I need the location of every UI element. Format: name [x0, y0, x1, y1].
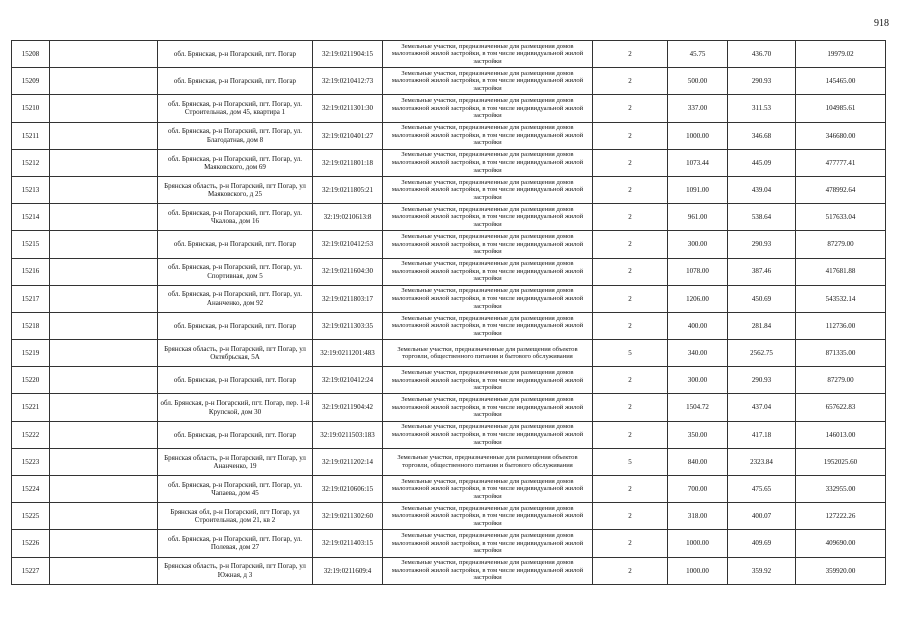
group-cell: 2 [593, 421, 668, 448]
empty-cell [50, 557, 158, 584]
cadastral-value-cell: 112736.00 [796, 312, 886, 339]
land-use-cell: Земельные участки, предназначенные для размещения домов малоэтажной жилой застройки, в том числе индивидуальной жилой застройки [383, 149, 593, 176]
group-cell: 2 [593, 394, 668, 421]
empty-cell [50, 68, 158, 95]
cadastral-value-cell: 87279.00 [796, 231, 886, 258]
cadastral-value-cell: 359920.00 [796, 557, 886, 584]
address-cell: обл. Брянская, р-н Погарский, пгт. Погар, ул. Спортивная, дом 5 [158, 258, 313, 285]
area-cell: 340.00 [668, 340, 728, 367]
specific-value-cell: 359.92 [728, 557, 796, 584]
specific-value-cell: 2562.75 [728, 340, 796, 367]
empty-cell [50, 122, 158, 149]
land-use-cell: Земельные участки, предназначенные для размещения домов малоэтажной жилой застройки, в том числе индивидуальной жилой застройки [383, 312, 593, 339]
row-number: 15219 [12, 340, 50, 367]
row-number: 15211 [12, 122, 50, 149]
land-use-cell: Земельные участки, предназначенные для размещения домов малоэтажной жилой застройки, в том числе индивидуальной жилой застройки [383, 204, 593, 231]
specific-value-cell: 400.07 [728, 503, 796, 530]
cadastral-number-cell: 32:19:0211503:183 [313, 421, 383, 448]
specific-value-cell: 445.09 [728, 149, 796, 176]
area-cell: 840.00 [668, 448, 728, 475]
empty-cell [50, 476, 158, 503]
address-cell: обл. Брянская, р-н Погарский, пгт. Погар, ул. Ананченко, дом 92 [158, 285, 313, 312]
land-use-cell: Земельные участки, предназначенные для размещения домов малоэтажной жилой застройки, в том числе индивидуальной жилой застройки [383, 231, 593, 258]
cadastral-number-cell: 32:19:0210401:27 [313, 122, 383, 149]
table-row [12, 149, 886, 176]
area-cell: 1073.44 [668, 149, 728, 176]
cadastral-number-cell: 32:19:0211904:42 [313, 394, 383, 421]
empty-cell [50, 340, 158, 367]
specific-value-cell: 290.93 [728, 367, 796, 394]
specific-value-cell: 439.04 [728, 176, 796, 203]
table-row [12, 231, 886, 258]
cadastral-value-cell: 104985.61 [796, 95, 886, 122]
empty-cell [50, 95, 158, 122]
group-cell: 2 [593, 68, 668, 95]
row-number: 15217 [12, 285, 50, 312]
group-cell: 2 [593, 204, 668, 231]
table-row [12, 122, 886, 149]
cadastral-number-cell: 32:19:0211302:60 [313, 503, 383, 530]
land-use-cell: Земельные участки, предназначенные для размещения домов малоэтажной жилой застройки, в том числе индивидуальной жилой застройки [383, 557, 593, 584]
table-row [12, 95, 886, 122]
area-cell: 1091.00 [668, 176, 728, 203]
specific-value-cell: 450.69 [728, 285, 796, 312]
address-cell: обл. Брянская, р-н Погарский, пгт. Погар [158, 367, 313, 394]
group-cell: 2 [593, 95, 668, 122]
cadastral-value-cell: 409690.00 [796, 530, 886, 557]
table-row [12, 503, 886, 530]
specific-value-cell: 437.04 [728, 394, 796, 421]
empty-cell [50, 367, 158, 394]
cadastral-number-cell: 32:19:0211805:21 [313, 176, 383, 203]
group-cell: 2 [593, 176, 668, 203]
land-use-cell: Земельные участки, предназначенные для размещения домов малоэтажной жилой застройки, в том числе индивидуальной жилой застройки [383, 421, 593, 448]
cadastral-number-cell: 32:19:0211604:30 [313, 258, 383, 285]
group-cell: 5 [593, 340, 668, 367]
group-cell: 2 [593, 285, 668, 312]
cadastral-value-cell: 517633.04 [796, 204, 886, 231]
cadastral-number-cell: 32:19:0211904:15 [313, 41, 383, 68]
empty-cell [50, 149, 158, 176]
row-number: 15221 [12, 394, 50, 421]
cadastral-number-cell: 32:19:0211609:4 [313, 557, 383, 584]
row-number: 15216 [12, 258, 50, 285]
row-number: 15214 [12, 204, 50, 231]
cadastral-number-cell: 32:19:0211303:35 [313, 312, 383, 339]
specific-value-cell: 2323.84 [728, 448, 796, 475]
area-cell: 1504.72 [668, 394, 728, 421]
specific-value-cell: 346.68 [728, 122, 796, 149]
empty-cell [50, 394, 158, 421]
land-registry-table [11, 40, 886, 585]
area-cell: 961.00 [668, 204, 728, 231]
cadastral-number-cell: 32:19:0211403:15 [313, 530, 383, 557]
area-cell: 500.00 [668, 68, 728, 95]
group-cell: 2 [593, 231, 668, 258]
specific-value-cell: 475.65 [728, 476, 796, 503]
empty-cell [50, 285, 158, 312]
area-cell: 300.00 [668, 367, 728, 394]
empty-cell [50, 204, 158, 231]
cadastral-value-cell: 543532.14 [796, 285, 886, 312]
land-use-cell: Земельные участки, предназначенные для размещения домов малоэтажной жилой застройки, в том числе индивидуальной жилой застройки [383, 95, 593, 122]
cadastral-number-cell: 32:19:0211801:18 [313, 149, 383, 176]
address-cell: обл. Брянская, р-н Погарский, пгт. Погар [158, 68, 313, 95]
area-cell: 1000.00 [668, 530, 728, 557]
cadastral-number-cell: 32:19:0210412:24 [313, 367, 383, 394]
cadastral-number-cell: 32:19:0210613:8 [313, 204, 383, 231]
row-number: 15215 [12, 231, 50, 258]
area-cell: 45.75 [668, 41, 728, 68]
row-number: 15208 [12, 41, 50, 68]
row-number: 15213 [12, 176, 50, 203]
cadastral-value-cell: 871335.00 [796, 340, 886, 367]
land-use-cell: Земельные участки, предназначенные для размещения домов малоэтажной жилой застройки, в том числе индивидуальной жилой застройки [383, 41, 593, 68]
cadastral-value-cell: 417681.88 [796, 258, 886, 285]
area-cell: 337.00 [668, 95, 728, 122]
land-use-cell: Земельные участки, предназначенные для размещения домов малоэтажной жилой застройки, в том числе индивидуальной жилой застройки [383, 122, 593, 149]
specific-value-cell: 387.46 [728, 258, 796, 285]
row-number: 15222 [12, 421, 50, 448]
land-use-cell: Земельные участки, предназначенные для размещения домов малоэтажной жилой застройки, в том числе индивидуальной жилой застройки [383, 68, 593, 95]
cadastral-number-cell: 32:19:0210606:15 [313, 476, 383, 503]
cadastral-value-cell: 146013.00 [796, 421, 886, 448]
area-cell: 1000.00 [668, 557, 728, 584]
cadastral-value-cell: 145465.00 [796, 68, 886, 95]
group-cell: 2 [593, 312, 668, 339]
land-use-cell: Земельные участки, предназначенные для размещения домов малоэтажной жилой застройки, в том числе индивидуальной жилой застройки [383, 394, 593, 421]
table-row [12, 258, 886, 285]
area-cell: 1000.00 [668, 122, 728, 149]
area-cell: 1206.00 [668, 285, 728, 312]
empty-cell [50, 231, 158, 258]
group-cell: 2 [593, 530, 668, 557]
address-cell: обл. Брянская, р-н Погарский, пгт. Погар [158, 421, 313, 448]
address-cell: обл. Брянская, р-н Погарский, пгт. Погар, ул. Полевая, дом 27 [158, 530, 313, 557]
area-cell: 318.00 [668, 503, 728, 530]
cadastral-value-cell: 127222.26 [796, 503, 886, 530]
page-number: 918 [874, 18, 889, 29]
specific-value-cell: 436.70 [728, 41, 796, 68]
table-row [12, 421, 886, 448]
area-cell: 350.00 [668, 421, 728, 448]
table-row [12, 394, 886, 421]
cadastral-number-cell: 32:19:0210412:53 [313, 231, 383, 258]
address-cell: Брянская область, р-н Погарский, пгт Погар, ул Ананченко, 19 [158, 448, 313, 475]
cadastral-value-cell: 346680.00 [796, 122, 886, 149]
cadastral-number-cell: 32:19:0211201:483 [313, 340, 383, 367]
cadastral-value-cell: 19979.02 [796, 41, 886, 68]
table-row [12, 557, 886, 584]
specific-value-cell: 417.18 [728, 421, 796, 448]
address-cell: обл. Брянская, р-н Погарский, пгт. Погар [158, 41, 313, 68]
empty-cell [50, 530, 158, 557]
land-use-cell: Земельные участки, предназначенные для размещения домов малоэтажной жилой застройки, в том числе индивидуальной жилой застройки [383, 258, 593, 285]
row-number: 15220 [12, 367, 50, 394]
address-cell: Брянская область, р-н Погарский, пгт Погар, ул Октябрьская, 5А [158, 340, 313, 367]
group-cell: 2 [593, 258, 668, 285]
area-cell: 400.00 [668, 312, 728, 339]
land-use-cell: Земельные участки, предназначенные для размещения домов малоэтажной жилой застройки, в том числе индивидуальной жилой застройки [383, 503, 593, 530]
cadastral-number-cell: 32:19:0211202:14 [313, 448, 383, 475]
group-cell: 2 [593, 149, 668, 176]
table-row [12, 285, 886, 312]
land-use-cell: Земельные участки, предназначенные для размещения домов малоэтажной жилой застройки, в том числе индивидуальной жилой застройки [383, 176, 593, 203]
empty-cell [50, 176, 158, 203]
table-row [12, 340, 886, 367]
group-cell: 2 [593, 476, 668, 503]
specific-value-cell: 290.93 [728, 68, 796, 95]
area-cell: 300.00 [668, 231, 728, 258]
cadastral-number-cell: 32:19:0211803:17 [313, 285, 383, 312]
empty-cell [50, 448, 158, 475]
address-cell: Брянская обл, р-н Погарский, пгт Погар, ул Строительная, дом 21, кв 2 [158, 503, 313, 530]
address-cell: обл. Брянская, р-н Погарский, пгт. Погар, пер. 1-й Крупской, дом 30 [158, 394, 313, 421]
row-number: 15227 [12, 557, 50, 584]
row-number: 15212 [12, 149, 50, 176]
land-use-cell: Земельные участки, предназначенные для размещения объектов торговли, общественного питания и бытового обслуживания [383, 340, 593, 367]
cadastral-value-cell: 657622.83 [796, 394, 886, 421]
address-cell: обл. Брянская, р-н Погарский, пгт. Погар [158, 231, 313, 258]
address-cell: обл. Брянская, р-н Погарский, пгт. Погар, ул. Благодатная, дом 8 [158, 122, 313, 149]
row-number: 15223 [12, 448, 50, 475]
address-cell: обл. Брянская, р-н Погарский, пгт. Погар [158, 312, 313, 339]
empty-cell [50, 312, 158, 339]
address-cell: обл. Брянская, р-н Погарский, пгт. Погар, ул. Чкалова, дом 16 [158, 204, 313, 231]
cadastral-value-cell: 87279.00 [796, 367, 886, 394]
land-use-cell: Земельные участки, предназначенные для размещения домов малоэтажной жилой застройки, в том числе индивидуальной жилой застройки [383, 367, 593, 394]
specific-value-cell: 409.69 [728, 530, 796, 557]
land-use-cell: Земельные участки, предназначенные для размещения объектов торговли, общественного питания и бытового обслуживания [383, 448, 593, 475]
address-cell: обл. Брянская, р-н Погарский, пгт. Погар, ул. Строительная, дом 45, квартира 1 [158, 95, 313, 122]
table-row [12, 448, 886, 475]
cadastral-value-cell: 1952025.60 [796, 448, 886, 475]
row-number: 15224 [12, 476, 50, 503]
row-number: 15226 [12, 530, 50, 557]
table-row [12, 176, 886, 203]
table-row [12, 476, 886, 503]
group-cell: 5 [593, 448, 668, 475]
land-use-cell: Земельные участки, предназначенные для размещения домов малоэтажной жилой застройки, в том числе индивидуальной жилой застройки [383, 285, 593, 312]
empty-cell [50, 258, 158, 285]
empty-cell [50, 41, 158, 68]
cadastral-number-cell: 32:19:0211301:30 [313, 95, 383, 122]
area-cell: 1078.00 [668, 258, 728, 285]
cadastral-number-cell: 32:19:0210412:73 [313, 68, 383, 95]
land-use-cell: Земельные участки, предназначенные для размещения домов малоэтажной жилой застройки, в том числе индивидуальной жилой застройки [383, 476, 593, 503]
row-number: 15209 [12, 68, 50, 95]
table-row [12, 367, 886, 394]
address-cell: обл. Брянская, р-н Погарский, пгт. Погар, ул. Чапаева, дом 45 [158, 476, 313, 503]
address-cell: обл. Брянская, р-н Погарский, пгт. Погар, ул. Маяковского, дом 69 [158, 149, 313, 176]
area-cell: 700.00 [668, 476, 728, 503]
row-number: 15218 [12, 312, 50, 339]
table-row [12, 530, 886, 557]
group-cell: 2 [593, 503, 668, 530]
specific-value-cell: 290.93 [728, 231, 796, 258]
cadastral-value-cell: 478992.64 [796, 176, 886, 203]
table-row [12, 204, 886, 231]
group-cell: 2 [593, 41, 668, 68]
row-number: 15210 [12, 95, 50, 122]
table-row [12, 68, 886, 95]
cadastral-value-cell: 477777.41 [796, 149, 886, 176]
address-cell: Брянская область, р-н Погарский, пгт Погар, ул Маяковского, д 25 [158, 176, 313, 203]
group-cell: 2 [593, 557, 668, 584]
table-row [12, 312, 886, 339]
group-cell: 2 [593, 367, 668, 394]
specific-value-cell: 538.64 [728, 204, 796, 231]
cadastral-value-cell: 332955.00 [796, 476, 886, 503]
row-number: 15225 [12, 503, 50, 530]
land-use-cell: Земельные участки, предназначенные для размещения домов малоэтажной жилой застройки, в том числе индивидуальной жилой застройки [383, 530, 593, 557]
table-row [12, 41, 886, 68]
specific-value-cell: 311.53 [728, 95, 796, 122]
address-cell: Брянская область, р-н Погарский, пгт Погар, ул Южная, д 3 [158, 557, 313, 584]
specific-value-cell: 281.84 [728, 312, 796, 339]
empty-cell [50, 421, 158, 448]
group-cell: 2 [593, 122, 668, 149]
empty-cell [50, 503, 158, 530]
